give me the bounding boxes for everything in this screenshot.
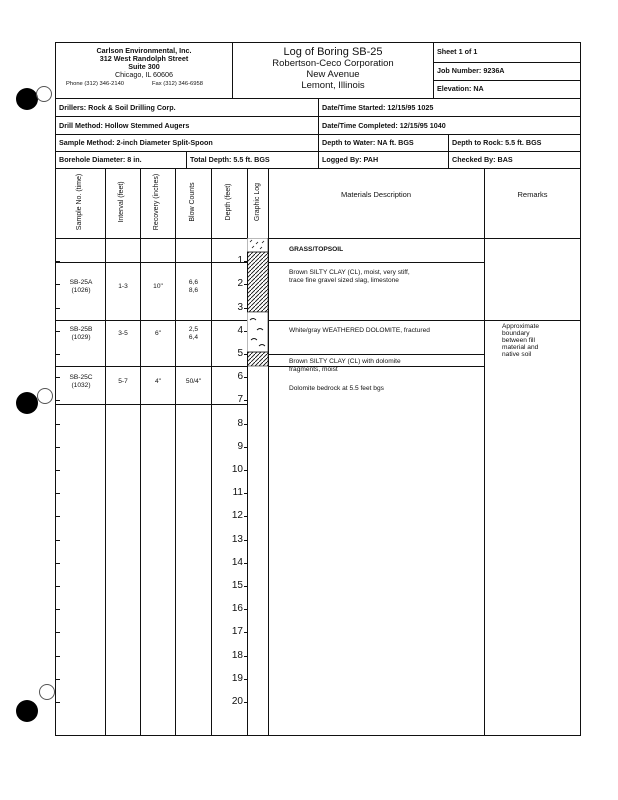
margin-tick: [55, 284, 60, 285]
depth-label: 7: [237, 394, 243, 406]
depth-tick: [244, 540, 247, 541]
material-bedrock-note: Dolomite bedrock at 5.5 feet bgs: [289, 385, 384, 392]
remark-line: Approximate: [502, 323, 540, 330]
margin-tick: [55, 261, 60, 262]
sheet-number: Sheet 1 of 1: [437, 47, 478, 56]
sample-interval: 1-3: [118, 283, 128, 290]
header-interval: Interval (feet): [118, 181, 125, 223]
margin-tick: [55, 516, 60, 517]
margin-tick: [55, 377, 60, 378]
depth-tick: [244, 632, 247, 633]
depth-label: 16: [231, 603, 243, 615]
scan-stamp-bottom: [39, 684, 55, 700]
depth-tick: [244, 493, 247, 494]
sample-recovery: 6": [154, 330, 161, 337]
margin-tick: [55, 679, 60, 680]
material-silty-clay-2-detail: fragments, moist: [289, 366, 338, 373]
margin-tick: [55, 493, 60, 494]
graphic-log: [247, 238, 268, 398]
binder-hole-top: [16, 88, 38, 110]
sample-interval: 3-5: [118, 330, 128, 337]
log-project: Robertson-Ceco Corporation: [272, 58, 394, 69]
depth-label: 13: [231, 533, 243, 545]
margin-tick: [55, 656, 60, 657]
remark-line: material and: [502, 344, 539, 351]
company-city: Chicago, IL 60606: [114, 70, 174, 79]
depth-tick: [244, 400, 247, 401]
material-silty-clay-2: Brown SILTY CLAY (CL) with dolomite: [289, 358, 401, 365]
depth-tick: [244, 609, 247, 610]
depth-label: 6: [237, 371, 243, 383]
depth-tick: [244, 516, 247, 517]
depth-tick: [244, 656, 247, 657]
company-fax: Fax (312) 346-6958: [152, 81, 203, 87]
header-remarks: Remarks: [517, 190, 548, 199]
job-number: Job Number: 9236A: [437, 66, 505, 75]
total-depth-field: Total Depth: 5.5 ft. BGS: [190, 155, 270, 164]
margin-tick: [55, 702, 60, 703]
material-weathered-dolomite: White/gray WEATHERED DOLOMITE, fractured: [289, 327, 430, 334]
sample-no: SB-25B: [69, 326, 93, 333]
depth-tick: [244, 424, 247, 425]
binder-hole-middle: [16, 392, 38, 414]
sample-method-field: Sample Method: 2-inch Diameter Split-Spoon: [59, 138, 213, 147]
depth-label: 4: [237, 324, 243, 336]
depth-label: 3: [237, 301, 243, 313]
depth-label: 1: [237, 255, 243, 267]
sample-interval: 5-7: [118, 378, 128, 385]
margin-tick: [55, 354, 60, 355]
margin-tick: [55, 400, 60, 401]
depth-label: 15: [231, 580, 243, 591]
scan-stamp-top: [36, 86, 52, 102]
depth-label: 9: [237, 440, 243, 452]
depth-label: 17: [231, 626, 243, 638]
depth-label: 18: [231, 649, 243, 661]
margin-tick: [55, 470, 60, 471]
sample-blow-count: 50/4": [185, 378, 202, 385]
log-street: New Avenue: [306, 69, 360, 80]
sample-blow-count: 6,4: [188, 334, 199, 341]
depth-label: 8: [237, 417, 243, 429]
sample-blow-count: 6,6: [188, 279, 199, 286]
header-sample-no: Sample No. (time): [76, 173, 83, 231]
drillers-field: Drillers: Rock & Soil Drilling Corp.: [59, 103, 176, 112]
company-name: Carlson Environmental, Inc.: [96, 46, 192, 55]
date-started-field: Date/Time Started: 12/15/95 1025: [322, 103, 434, 112]
margin-tick: [55, 540, 60, 541]
company-street: 312 West Randolph Street: [99, 54, 189, 63]
margin-tick: [55, 447, 60, 448]
depth-label: 14: [231, 556, 243, 568]
depth-label: 5: [237, 348, 243, 359]
depth-to-rock-field: Depth to Rock: 5.5 ft. BGS: [452, 138, 542, 147]
header-blow-counts: Blow Counts: [189, 182, 196, 222]
depth-label: 12: [231, 510, 243, 522]
sample-recovery: 10": [153, 283, 163, 290]
sample-blow-count: 8,6: [188, 287, 199, 294]
depth-label: 10: [231, 464, 243, 475]
depth-label: 19: [231, 672, 243, 684]
depth-tick: [244, 702, 247, 703]
remark-line: native soil: [502, 351, 532, 358]
header-recovery: Recovery (inches): [153, 173, 160, 231]
company-suite: Suite 300: [128, 62, 160, 71]
sample-time: (1026): [71, 287, 91, 294]
margin-tick: [55, 308, 60, 309]
sample-recovery: 4": [154, 378, 161, 385]
sample-no: SB-25C: [69, 374, 93, 381]
depth-label: 11: [232, 487, 243, 499]
depth-label: 2: [237, 278, 243, 290]
depth-tick: [244, 447, 247, 448]
margin-tick: [55, 424, 60, 425]
header-graphic-log: Graphic Log: [254, 182, 261, 222]
depth-label: 20: [231, 696, 243, 707]
log-title: Log of Boring SB-25: [283, 46, 383, 58]
margin-tick: [55, 563, 60, 564]
logged-by-field: Logged By: PAH: [322, 155, 379, 164]
material-silty-clay-1-detail: trace fine gravel sized slag, limestone: [289, 277, 399, 284]
drill-method-field: Drill Method: Hollow Stemmed Augers: [59, 121, 190, 130]
depth-tick: [244, 563, 247, 564]
checked-by-field: Checked By: BAS: [452, 155, 513, 164]
scan-stamp-middle: [37, 388, 53, 404]
remark-line: boundary: [502, 330, 530, 337]
margin-tick: [55, 609, 60, 610]
margin-tick: [55, 331, 60, 332]
sample-time: (1032): [71, 382, 91, 389]
elevation: Elevation: NA: [437, 84, 484, 93]
depth-tick: [244, 586, 247, 587]
log-city: Lemont, Illinois: [301, 80, 365, 91]
sample-no: SB-25A: [69, 279, 93, 286]
date-completed-field: Date/Time Completed: 12/15/95 1040: [322, 121, 446, 130]
depth-tick: [244, 470, 247, 471]
material-grass-topsoil: GRASS/TOPSOIL: [289, 246, 344, 253]
remark-line: between fill: [502, 337, 535, 344]
sample-time: (1029): [71, 334, 91, 341]
margin-tick: [55, 586, 60, 587]
depth-tick: [244, 679, 247, 680]
binder-hole-bottom: [16, 700, 38, 722]
header-materials: Materials Description: [340, 190, 412, 199]
margin-tick: [55, 632, 60, 633]
company-phone: Phone (312) 346-2140: [66, 81, 125, 87]
material-silty-clay-1: Brown SILTY CLAY (CL), moist, very stiff,: [289, 269, 410, 276]
sample-blow-count: 2,5: [188, 326, 199, 333]
depth-to-water-field: Depth to Water: NA ft. BGS: [322, 138, 414, 147]
header-depth: Depth (feet): [225, 183, 232, 221]
borehole-diameter-field: Borehole Diameter: 8 in.: [59, 155, 142, 164]
